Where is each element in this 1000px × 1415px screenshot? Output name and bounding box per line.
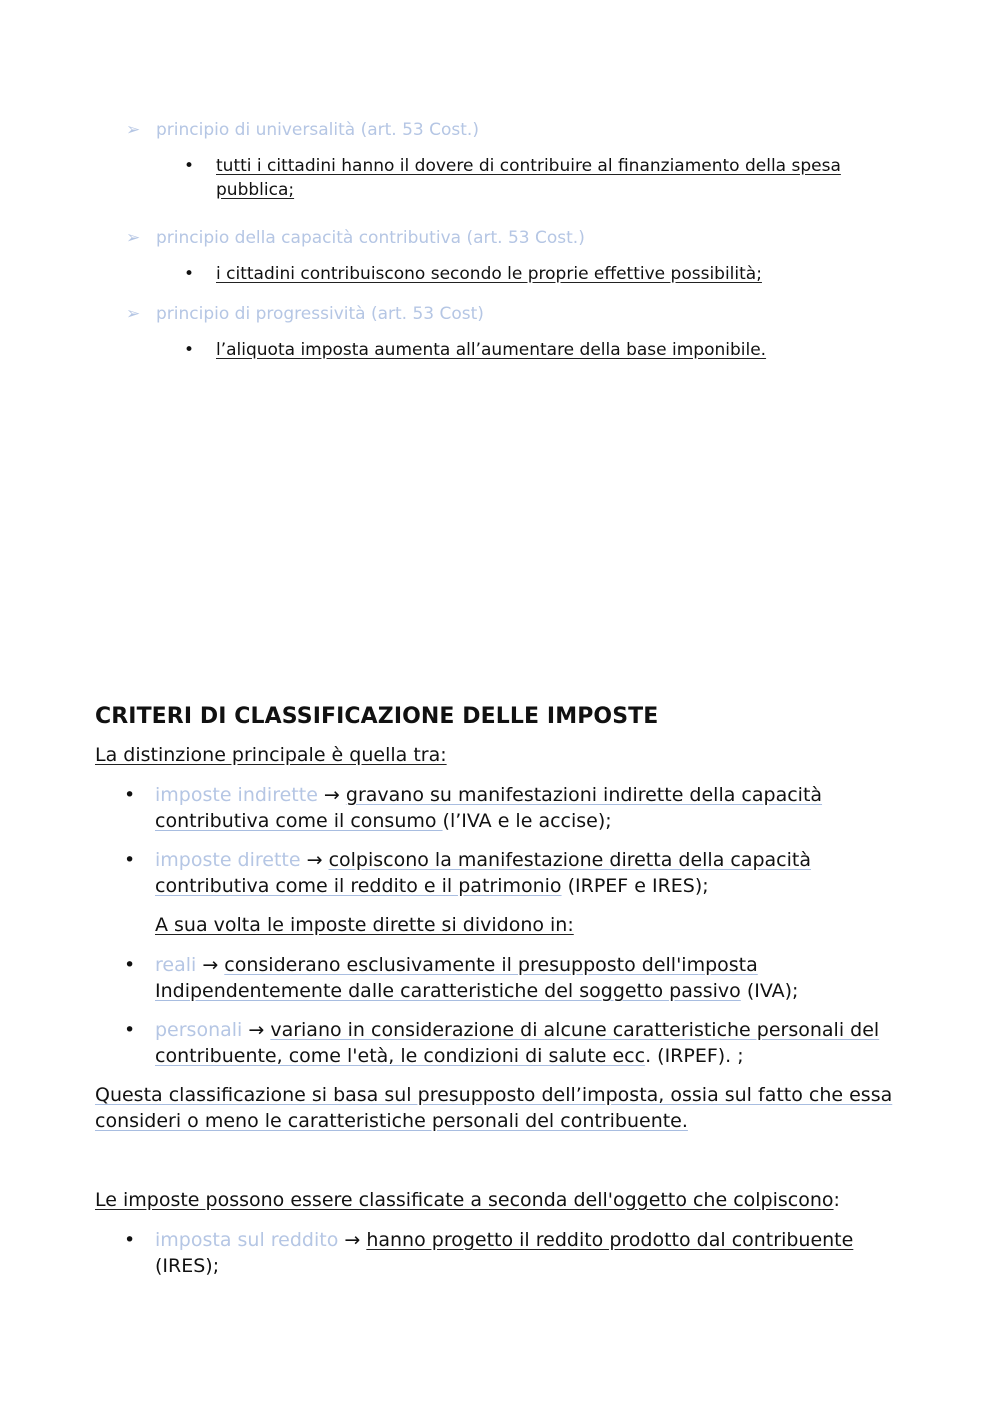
term-label: imposte dirette: [155, 849, 301, 871]
bullet-icon: •: [124, 849, 136, 871]
principle-note: • l’aliquota imposta aumenta all’aumentare della base imponibile.: [184, 340, 767, 360]
term-label: imposte indirette: [155, 784, 318, 806]
subsection-intro: A sua volta le imposte dirette si dividono in:: [155, 914, 574, 936]
list-item: • imposte dirette → colpiscono la manifestazione diretta della capacità contributiva come il reddito e il patrimonio (IRPEF e IRES);: [124, 849, 811, 897]
bullet-icon: •: [184, 340, 195, 360]
section-intro: La distinzione principale è quella tra:: [95, 744, 447, 766]
bullet-icon: •: [124, 1229, 136, 1251]
classification-section: [95, 700, 915, 1279]
bullet-icon: •: [124, 784, 136, 806]
object-intro: Le imposte possono essere classificate a seconda dell'oggetto che colpiscono:: [95, 1189, 840, 1211]
principle-heading: ➢ principio della capacità contributiva (art. 53 Cost.): [95, 224, 915, 252]
bullet-icon: •: [124, 1019, 136, 1041]
bullet-icon: •: [124, 954, 136, 976]
list-item: • reali → considerano esclusivamente il presupposto dell'imposta Indipendentemente dalle caratteristiche del soggetto passivo (IVA);: [124, 954, 799, 1002]
term-label: imposta sul reddito: [155, 1229, 339, 1251]
list-item: • imposta sul reddito → hanno progetto il reddito prodotto dal contribuente (IRES);: [124, 1229, 854, 1277]
arrow-bullet-icon: ➢: [126, 228, 141, 248]
bullet-icon: •: [184, 156, 195, 176]
list-item: • imposte indirette → gravano su manifestazioni indirette della capacità contributiva come il consumo (l’IVA e le accise);: [124, 784, 823, 832]
summary-paragraph: Questa classificazione si basa sul presupposto dell’imposta, ossia sul fatto che essa consideri o meno le caratteristiche personali del contribuente.: [95, 1084, 893, 1132]
section-heading: CRITERI DI CLASSIFICAZIONE DELLE IMPOSTE: [95, 704, 659, 729]
term-label: reali: [155, 954, 197, 976]
list-item: • personali → variano in considerazione di alcune caratteristiche personali del contribuente, come l'età, le condizioni di salute ecc. (IRPEF). ;: [124, 1019, 880, 1067]
arrow-bullet-icon: ➢: [126, 304, 141, 324]
arrow-bullet-icon: ➢: [126, 120, 141, 140]
principle-heading: ➢ principio di universalità (art. 53 Cost.): [95, 116, 915, 144]
principle-note: • i cittadini contribuiscono secondo le proprie effettive possibilità;: [184, 264, 762, 284]
principle-heading: ➢ principio di progressività (art. 53 Cost): [95, 300, 915, 328]
term-label: personali: [155, 1019, 243, 1041]
principles-list: [95, 116, 915, 362]
bullet-icon: •: [184, 264, 195, 284]
principle-note: • tutti i cittadini hanno il dovere di contribuire al finanziamento della spesa pubblica;: [184, 156, 841, 200]
